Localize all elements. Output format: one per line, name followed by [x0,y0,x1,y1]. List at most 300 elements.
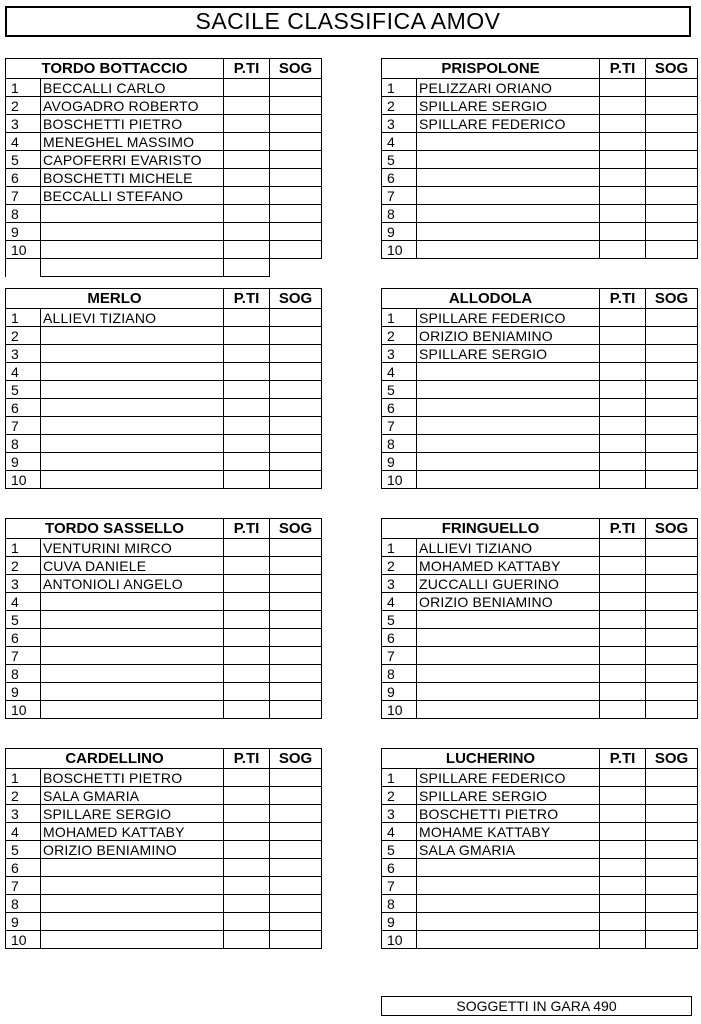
points-cell [224,187,270,205]
table-row [382,539,698,557]
subjects-cell [646,187,698,205]
participant-name [417,665,600,683]
subjects-cell [270,575,322,593]
points-header: P.TI [600,59,646,79]
table-row [382,417,698,435]
points-cell [600,133,646,151]
points-cell [600,877,646,895]
participant-name [41,241,224,259]
table-row [6,787,322,805]
table-row [6,79,322,97]
subjects-cell [646,611,698,629]
table-row [382,205,698,223]
points-header: P.TI [224,289,270,309]
table-row [382,593,698,611]
participant-name [417,701,600,719]
table-row [382,877,698,895]
table-row [382,381,698,399]
subjects-cell [270,647,322,665]
participant-name: ALLIEVI TIZIANO [417,539,600,557]
table-row [6,327,322,345]
table-row [6,841,322,859]
participant-name [417,381,600,399]
points-cell [224,823,270,841]
rank-number: 7 [382,877,417,895]
participant-name: SPILLARE SERGIO [417,787,600,805]
subjects-cell [270,701,322,719]
subjects-cell [646,841,698,859]
participant-name [41,629,224,647]
table-row-blank [6,259,322,277]
points-cell [224,471,270,489]
participant-name: MOHAMED KATTABY [41,823,224,841]
participant-name [417,913,600,931]
category-name: PRISPOLONE [382,59,600,79]
subjects-cell [270,593,322,611]
points-cell [600,399,646,417]
rank-number: 1 [6,769,41,787]
points-cell [600,345,646,363]
participant-name: SPILLARE FEDERICO [417,309,600,327]
table-row [6,133,322,151]
rank-number: 9 [6,223,41,241]
subjects-cell [270,823,322,841]
rank-number: 1 [6,309,41,327]
rank-number: 7 [382,647,417,665]
points-cell [600,913,646,931]
rank-number: 3 [382,115,417,133]
subjects-cell [646,931,698,949]
participant-name: SPILLARE SERGIO [41,805,224,823]
points-cell [224,593,270,611]
rank-number: 10 [382,471,417,489]
rank-number: 10 [382,241,417,259]
participant-name [417,453,600,471]
points-cell [224,205,270,223]
points-cell [224,895,270,913]
participant-name: BECCALLI STEFANO [41,187,224,205]
subjects-cell [646,557,698,575]
points-cell [224,327,270,345]
points-cell [224,629,270,647]
points-header: P.TI [224,59,270,79]
subjects-cell [270,841,322,859]
subjects-cell [270,629,322,647]
points-header: P.TI [224,749,270,769]
participant-name: ALLIEVI TIZIANO [41,309,224,327]
table-row [382,895,698,913]
points-cell [600,823,646,841]
table-row [382,399,698,417]
participant-name [41,859,224,877]
rank-number: 2 [382,557,417,575]
participant-name: SPILLARE FEDERICO [417,115,600,133]
table-row [6,471,322,489]
points-cell [600,435,646,453]
table-row [382,557,698,575]
rank-number: 5 [6,381,41,399]
points-cell [224,787,270,805]
rank-number: 7 [382,417,417,435]
table-row [6,805,322,823]
table-row [6,823,322,841]
points-cell [224,557,270,575]
rank-number: 4 [382,363,417,381]
rank-number: 4 [382,133,417,151]
rank-number: 1 [382,79,417,97]
subjects-cell [646,859,698,877]
participant-name [41,647,224,665]
participant-name [41,593,224,611]
table-row [6,151,322,169]
rank-number: 5 [382,381,417,399]
rank-number: 8 [382,665,417,683]
table-row [6,701,322,719]
rank-number: 2 [6,557,41,575]
table-row [382,823,698,841]
participant-name [41,471,224,489]
participant-name [41,877,224,895]
subjects-cell [646,805,698,823]
subjects-cell [646,327,698,345]
table-header-row [6,289,322,309]
subjects-header: SOG [270,749,322,769]
subjects-cell [270,417,322,435]
rank-number: 7 [6,187,41,205]
rank-number: 6 [382,169,417,187]
table-header-row [382,289,698,309]
points-cell [600,97,646,115]
rank-number: 6 [382,399,417,417]
rank-number: 2 [382,97,417,115]
subjects-cell [646,453,698,471]
table-row [382,79,698,97]
points-cell [224,345,270,363]
rank-number: 8 [6,665,41,683]
points-cell [600,381,646,399]
table-row [6,399,322,417]
participant-name [41,683,224,701]
points-cell [224,223,270,241]
points-cell [600,683,646,701]
subjects-cell [270,683,322,701]
points-cell [600,223,646,241]
points-cell [224,363,270,381]
participant-name [41,701,224,719]
subjects-cell [646,169,698,187]
subjects-cell [646,787,698,805]
table-row [382,575,698,593]
points-cell [600,187,646,205]
table-row [6,205,322,223]
points-cell [600,539,646,557]
participant-name: MOHAMED KATTABY [417,557,600,575]
category-table-cardellino [5,748,322,949]
table-row [382,787,698,805]
table-row [6,557,322,575]
participant-name: ZUCCALLI GUERINO [417,575,600,593]
participant-name [41,345,224,363]
rank-number: 3 [382,345,417,363]
blank-cell [41,259,224,277]
points-cell [224,169,270,187]
rank-number: 2 [6,327,41,345]
subjects-cell [646,223,698,241]
points-cell [224,133,270,151]
rank-number: 4 [6,133,41,151]
category-table-lucherino [381,748,698,949]
table-row [6,169,322,187]
rank-number: 3 [6,805,41,823]
subjects-cell [646,417,698,435]
table-row [6,187,322,205]
subjects-header: SOG [270,519,322,539]
rank-number: 6 [6,399,41,417]
table-row [382,223,698,241]
points-cell [224,769,270,787]
table-row [6,241,322,259]
participant-name [41,417,224,435]
rank-number: 6 [6,169,41,187]
subjects-cell [646,79,698,97]
points-cell [224,309,270,327]
table-row [382,647,698,665]
points-header: P.TI [600,289,646,309]
points-cell [600,629,646,647]
points-header: P.TI [600,749,646,769]
points-cell [224,859,270,877]
table-row [382,97,698,115]
table-row [382,841,698,859]
points-cell [224,115,270,133]
participant-name [417,629,600,647]
points-cell [600,363,646,381]
table-row [382,151,698,169]
category-name: FRINGUELLO [382,519,600,539]
category-name: ALLODOLA [382,289,600,309]
points-cell [600,805,646,823]
table-row [6,309,322,327]
points-cell [600,841,646,859]
participant-name [41,327,224,345]
subjects-cell [270,611,322,629]
table-row [382,187,698,205]
rank-number: 1 [382,539,417,557]
rank-number: 2 [6,97,41,115]
participant-name: ANTONIOLI ANGELO [41,575,224,593]
subjects-cell [646,205,698,223]
subjects-cell [270,787,322,805]
participant-name: SALA GMARIA [41,787,224,805]
points-cell [600,665,646,683]
participant-name [41,399,224,417]
subjects-cell [646,345,698,363]
subjects-cell [270,345,322,363]
points-cell [600,151,646,169]
participant-name: CAPOFERRI EVARISTO [41,151,224,169]
blank-cell [6,259,41,277]
points-cell [224,435,270,453]
table-header-row [382,519,698,539]
rank-number: 7 [6,647,41,665]
points-cell [224,611,270,629]
subjects-cell [270,805,322,823]
table-row [382,241,698,259]
table-row [382,665,698,683]
subjects-cell [270,471,322,489]
table-header-row [6,59,322,79]
points-cell [224,805,270,823]
points-cell [600,859,646,877]
rank-number: 1 [382,309,417,327]
subjects-cell [270,327,322,345]
rank-number: 1 [6,79,41,97]
points-cell [600,557,646,575]
participant-name: BOSCHETTI PIETRO [41,769,224,787]
rank-number: 6 [382,859,417,877]
points-cell [224,241,270,259]
participant-name [41,611,224,629]
rank-number: 5 [382,151,417,169]
category-name: MERLO [6,289,224,309]
participant-name [41,381,224,399]
participant-name: SALA GMARIA [417,841,600,859]
participant-name: AVOGADRO ROBERTO [41,97,224,115]
points-cell [224,931,270,949]
rank-number: 1 [382,769,417,787]
table-row [382,309,698,327]
points-cell [224,381,270,399]
subjects-cell [646,97,698,115]
points-header: P.TI [600,519,646,539]
points-cell [224,151,270,169]
points-cell [600,611,646,629]
subjects-cell [646,435,698,453]
participant-name [41,895,224,913]
participant-name [41,453,224,471]
participant-name [417,187,600,205]
subjects-cell [270,309,322,327]
table-row [6,575,322,593]
subjects-cell [270,187,322,205]
table-row [382,859,698,877]
participant-name [417,133,600,151]
subjects-cell [646,629,698,647]
subjects-cell [646,913,698,931]
rank-number: 6 [6,859,41,877]
table-row [6,435,322,453]
rank-number: 8 [6,205,41,223]
table-row [382,629,698,647]
table-row [6,611,322,629]
points-cell [224,841,270,859]
table-row [382,611,698,629]
table-row [6,539,322,557]
category-name: LUCHERINO [382,749,600,769]
rank-number: 5 [6,611,41,629]
rank-number: 9 [6,683,41,701]
points-cell [224,647,270,665]
subjects-cell [270,79,322,97]
rank-number: 8 [382,205,417,223]
participant-name: CUVA DANIELE [41,557,224,575]
subjects-cell [646,593,698,611]
participant-name [417,223,600,241]
participant-name [417,151,600,169]
rank-number: 4 [6,823,41,841]
participant-name: ORIZIO BENIAMINO [41,841,224,859]
points-cell [224,539,270,557]
category-name: TORDO BOTTACCIO [6,59,224,79]
rank-number: 5 [382,611,417,629]
participant-name: PELIZZARI ORIANO [417,79,600,97]
points-cell [600,769,646,787]
subjects-cell [646,539,698,557]
category-table-tordo-bottaccio [5,58,322,277]
rank-number: 8 [382,895,417,913]
points-cell [224,683,270,701]
table-row [6,769,322,787]
blank-cell [224,259,270,277]
table-row [6,877,322,895]
table-row [6,683,322,701]
participant-name [41,913,224,931]
rank-number: 10 [6,471,41,489]
subjects-header: SOG [646,289,698,309]
participant-name [417,169,600,187]
subjects-cell [270,769,322,787]
subjects-cell [646,895,698,913]
table-row [382,471,698,489]
subjects-cell [646,363,698,381]
participant-name: VENTURINI MIRCO [41,539,224,557]
rank-number: 3 [382,575,417,593]
rank-number: 5 [6,151,41,169]
rank-number: 9 [382,913,417,931]
subjects-cell [270,363,322,381]
category-name: TORDO SASSELLO [6,519,224,539]
points-cell [224,575,270,593]
points-cell [600,787,646,805]
participant-name: SPILLARE SERGIO [417,97,600,115]
rank-number: 4 [6,593,41,611]
subjects-cell [270,435,322,453]
points-cell [600,417,646,435]
points-cell [224,399,270,417]
rank-number: 9 [6,913,41,931]
table-row [6,97,322,115]
points-cell [600,593,646,611]
rank-number: 3 [382,805,417,823]
participant-name [417,399,600,417]
points-cell [600,895,646,913]
subjects-header: SOG [270,289,322,309]
rank-number: 5 [6,841,41,859]
points-header: P.TI [224,519,270,539]
subjects-cell [270,399,322,417]
participant-name: SPILLARE SERGIO [417,345,600,363]
rank-number: 10 [382,701,417,719]
table-row [6,593,322,611]
subjects-cell [270,133,322,151]
rank-number: 2 [6,787,41,805]
points-cell [600,647,646,665]
table-row [382,805,698,823]
rank-number: 2 [382,787,417,805]
subjects-cell [646,575,698,593]
subjects-header: SOG [646,59,698,79]
rank-number: 2 [382,327,417,345]
